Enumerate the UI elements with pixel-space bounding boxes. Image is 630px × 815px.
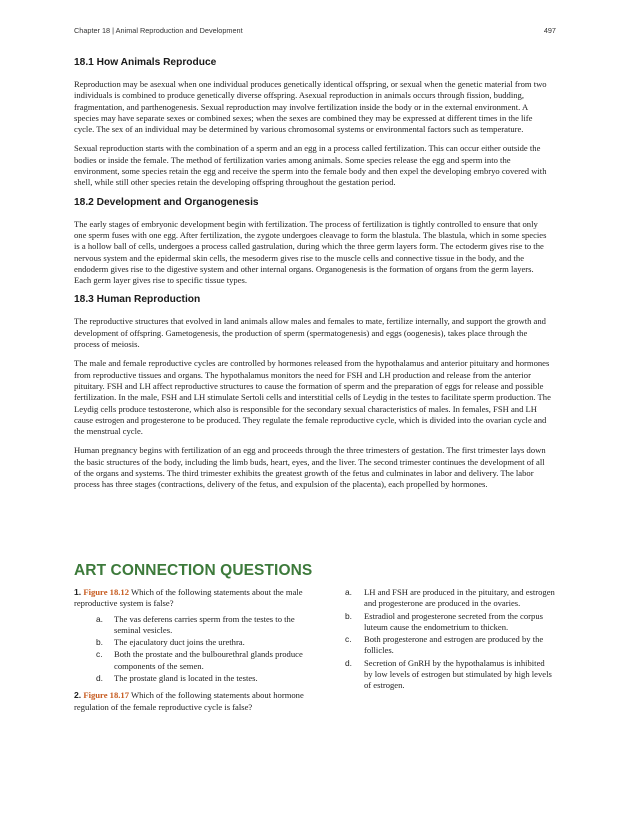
option-letter: c.: [345, 634, 352, 645]
option-c: [345, 634, 555, 657]
option-b: [96, 637, 304, 648]
section-18-2: [74, 197, 552, 287]
option-letter: a.: [96, 613, 103, 624]
section-heading: 18.1 How Animals Reproduce: [74, 57, 217, 68]
option-text: Estradiol and progesterone secreted from the corpus luteum cause the endometrium to thicken.: [364, 610, 543, 632]
chapter-title: Chapter 18 | Animal Reproduction and Development: [74, 26, 243, 35]
section-18-3: [74, 294, 552, 490]
option-d: [345, 658, 555, 692]
figure-link[interactable]: Figure 18.17: [83, 690, 129, 701]
option-letter: c.: [96, 649, 103, 660]
questions-right-column: [345, 587, 555, 698]
option-a: [96, 614, 304, 637]
option-text: Both progesterone and estrogen are produced by the follicles.: [364, 634, 544, 656]
question-1: [74, 587, 304, 610]
option-letter: d.: [345, 657, 352, 668]
paragraph: Reproduction may be asexual when one individual produces genetically identical offspring, or sexual when the genetic material from two individuals is combined to produce genetically diverse offspring. Asexual reproduction in animals occurs through fission, budding, fragmentation, and parthenogenesis. Sexual reproduction may involve fertilization inside the body or in the external environment. A species may have separate sexes or combined sexes; when the sexes are combined they may be expressed at different times in the life cycle. The sex of an individual may be determined by various chromosomal systems or environmental factors such as temperature.: [74, 79, 547, 135]
option-letter: d.: [96, 673, 103, 684]
paragraph: Sexual reproduction starts with the combination of a sperm and an egg in a process called fertilization. This can occur either outside the bodies or inside the female. The method of fertilization varies among animals. Some species release the egg and sperm into the environment, some species retain the egg and receive the sperm into the female body and then expel the developing embryo covered with shell, while still other species retain the developing offspring throughout the gestation period.: [74, 143, 547, 188]
answer-options: [74, 614, 304, 685]
question-number: 2.: [74, 690, 82, 701]
section-heading: 18.2 Development and Organogenesis: [74, 196, 259, 208]
option-text: The vas deferens carries sperm from the testes to the seminal vesicles.: [114, 613, 295, 635]
option-letter: b.: [96, 637, 103, 648]
paragraph: The reproductive structures that evolved in land animals allow males and females to mate, fertilize internally, and support the growth and development of offspring. Gametogenesis, the production of sperm (spermatogenesis) and eggs (oogenesis), takes place through the process of meiosis.: [74, 316, 546, 350]
questions-left-column: [74, 587, 304, 717]
answer-options: [345, 587, 555, 692]
option-letter: b.: [345, 610, 352, 621]
figure-link[interactable]: Figure 18.12: [83, 587, 129, 597]
section-heading: 18.3 Human Reproduction: [74, 294, 201, 306]
option-b: [345, 611, 555, 634]
question-text: Which of the following statements about hormone regulation of the female reproductive cycle is false?: [74, 690, 304, 712]
option-a: [345, 587, 555, 610]
section-18-1: [74, 57, 552, 189]
question-text: Which of the following statements about the male reproductive system is false?: [74, 587, 303, 609]
art-connection-heading: ART CONNECTION QUESTIONS: [74, 562, 313, 579]
question-2: [74, 690, 304, 713]
page-number: 497: [543, 26, 556, 35]
option-d: [96, 673, 304, 684]
option-text: The prostate gland is located in the testes.: [114, 673, 258, 684]
option-text: Both the prostate and the bulbourethral glands produce components of the semen.: [114, 649, 303, 671]
option-text: Secretion of GnRH by the hypothalamus is inhibited by low levels of estrogen but stimulated by high levels of estrogen.: [364, 657, 552, 691]
paragraph: The early stages of embryonic development begin with fertilization. The process of fertilization is tightly controlled to ensure that only one sperm fuses with one egg. After fertilization, the zygote undergoes cleavage to form the blastula. The blastula, which in some species is a hollow ball of cells, undergoes a process called gastrulation, during which the three germ layers form. The ectoderm gives rise to the nervous system and the epidermal skin cells, the mesoderm gives rise to the muscle cells and connective tissue in the body, and the endoderm gives rise to the digestive system and other internal organs. Organogenesis is the formation of organs from the germ layers. Each germ layer gives rise to specific tissue types.: [74, 218, 547, 286]
running-header: [74, 26, 556, 35]
option-letter: a.: [345, 587, 352, 597]
paragraph: The male and female reproductive cycles are controlled by hormones released from the hypothalamus and anterior pituitary and hormones from reproductive tissues and organs. The hypothalamus monitors the need for FSH and LH production and release from the anterior pituitary. FSH and LH affect reproductive structures to cause the formation of sperm and the preparation of eggs for release and possible fertilization. In the male, FSH and LH stimulate Sertoli cells and interstitial cells of Leydig in the testes to facilitate sperm production. The Leydig cells produce testosterone, which also is responsible for the secondary sexual characteristics of males. In females, FSH and LH cause estrogen and progesterone to be produced. They regulate the female reproductive cycle, which is divided into the ovarian cycle and the menstrual cycle.: [74, 358, 551, 437]
option-c: [96, 649, 304, 672]
option-text: The ejaculatory duct joins the urethra.: [114, 637, 245, 648]
option-text: LH and FSH are produced in the pituitary, and estrogen and progesterone are produced in the ovaries.: [364, 587, 555, 609]
question-number: 1.: [74, 587, 82, 597]
paragraph: Human pregnancy begins with fertilization of an egg and proceeds through the three trimesters of gestation. The first trimester lays down the basic structures of the body, including the limb buds, heart, eyes, and the liver. The second trimester continues the development of all of the organs and systems. The third trimester exhibits the greatest growth of the fetus and culminates in labor and delivery. The labor process has three stages (contractions, delivery of the fetus, and expulsion of the placenta), each propelled by hormones.: [74, 445, 546, 490]
summary-body: [74, 57, 552, 499]
